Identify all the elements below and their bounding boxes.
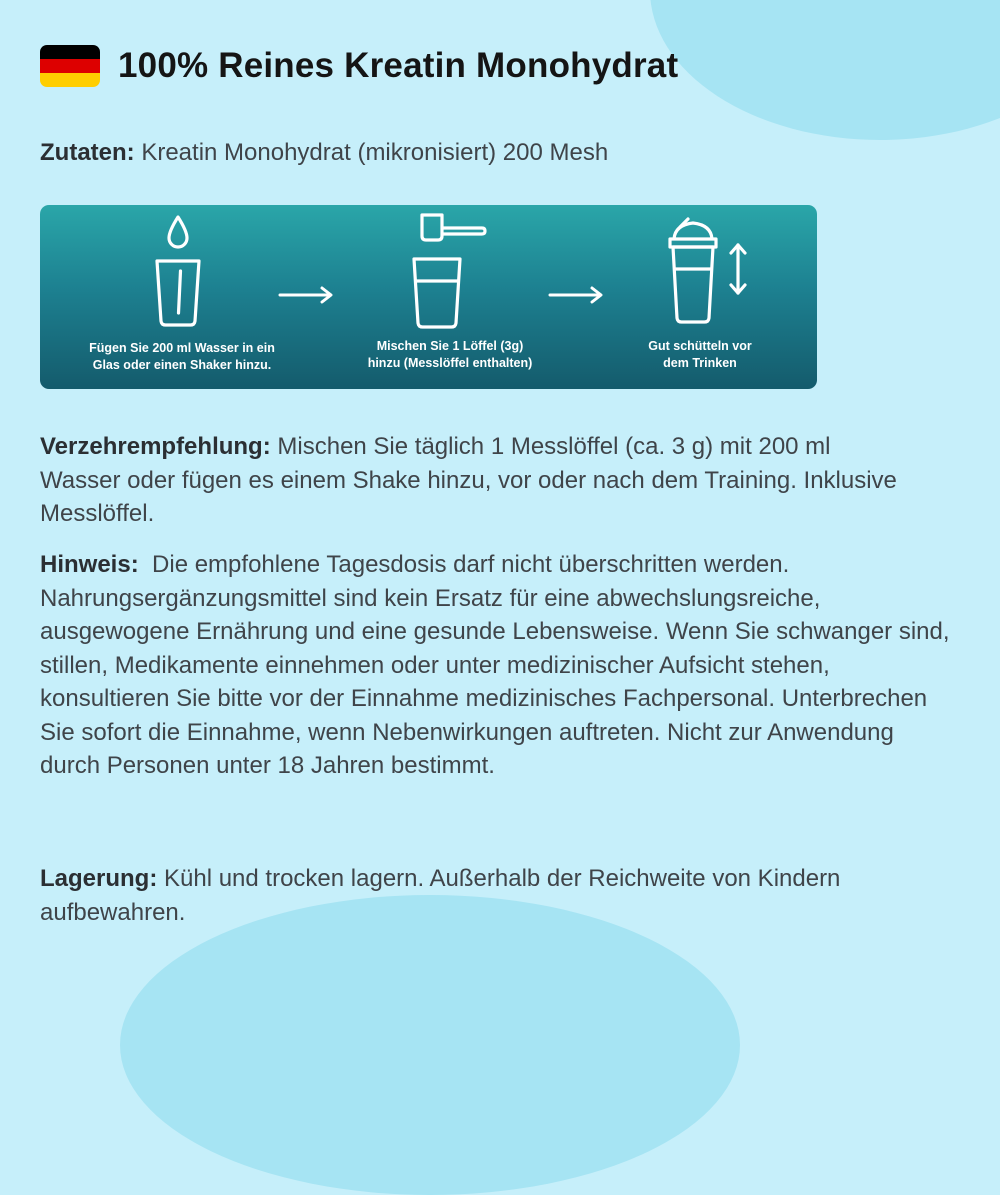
notice-label: Hinweis: <box>40 551 139 578</box>
ingredients-section <box>40 136 960 170</box>
instructions-panel <box>40 205 817 389</box>
arrow-right-icon <box>548 285 606 305</box>
step-3-text: Gut schütteln vor dem Trinken <box>648 339 752 370</box>
ingredients-text: Kreatin Monohydrat (mikronisiert) 200 Mesh <box>141 139 609 166</box>
recommendation-section <box>40 430 910 531</box>
ingredients-label: Zutaten: <box>40 139 135 166</box>
header <box>40 45 678 87</box>
decorative-blob-bottom <box>120 895 740 1195</box>
scoop-glass-icon <box>412 209 494 335</box>
storage-text: Kühl und trocken lagern. Außerhalb der Reichweite von Kindern aufbewahren. <box>40 865 841 926</box>
arrow-right-icon <box>278 285 336 305</box>
storage-label: Lagerung: <box>40 865 158 892</box>
step-2-text: Mischen Sie 1 Löffel (3g) hinzu (Messlöffel enthalten) <box>367 339 533 370</box>
notice-text: Die empfohlene Tagesdosis darf nicht überschritten werden. Nahrungsergänzungsmittel sind kein Ersatz für eine abwechslungsreiche, ausgewogene Ernährung und eine gesunde Lebensweise. Wenn Sie schwanger sind, stillen, Medikamente einnehmen oder unter medizinischer Aufsicht stehen, konsultieren Sie bitte vor der Einnahme medizinisches Fachpersonal. Unterbrechen Sie sofort die Einnahme, wenn Nebenwirkungen auftreten. Nicht zur Anwendung durch Personen unter 18 Jahren bestimmt. <box>40 551 950 779</box>
notice-section <box>40 548 955 783</box>
shaker-icon <box>662 213 757 331</box>
germany-flag-icon <box>40 45 100 87</box>
step-1-text: Fügen Sie 200 ml Wasser in ein Glas oder einen Shaker hinzu. <box>89 341 275 372</box>
water-glass-icon <box>150 213 210 333</box>
decorative-blob-top-right <box>650 0 1000 140</box>
page-title: 100% Reines Kreatin Monohydrat <box>118 46 679 85</box>
recommendation-label: Verzehrempfehlung: <box>40 433 271 460</box>
recommendation-text: Mischen Sie täglich 1 Messlöffel (ca. 3 g) mit 200 ml Wasser oder fügen es einem Shake hinzu, vor oder nach dem Training. Inklusive Messlöffel. <box>40 433 897 527</box>
storage-section <box>40 862 910 929</box>
